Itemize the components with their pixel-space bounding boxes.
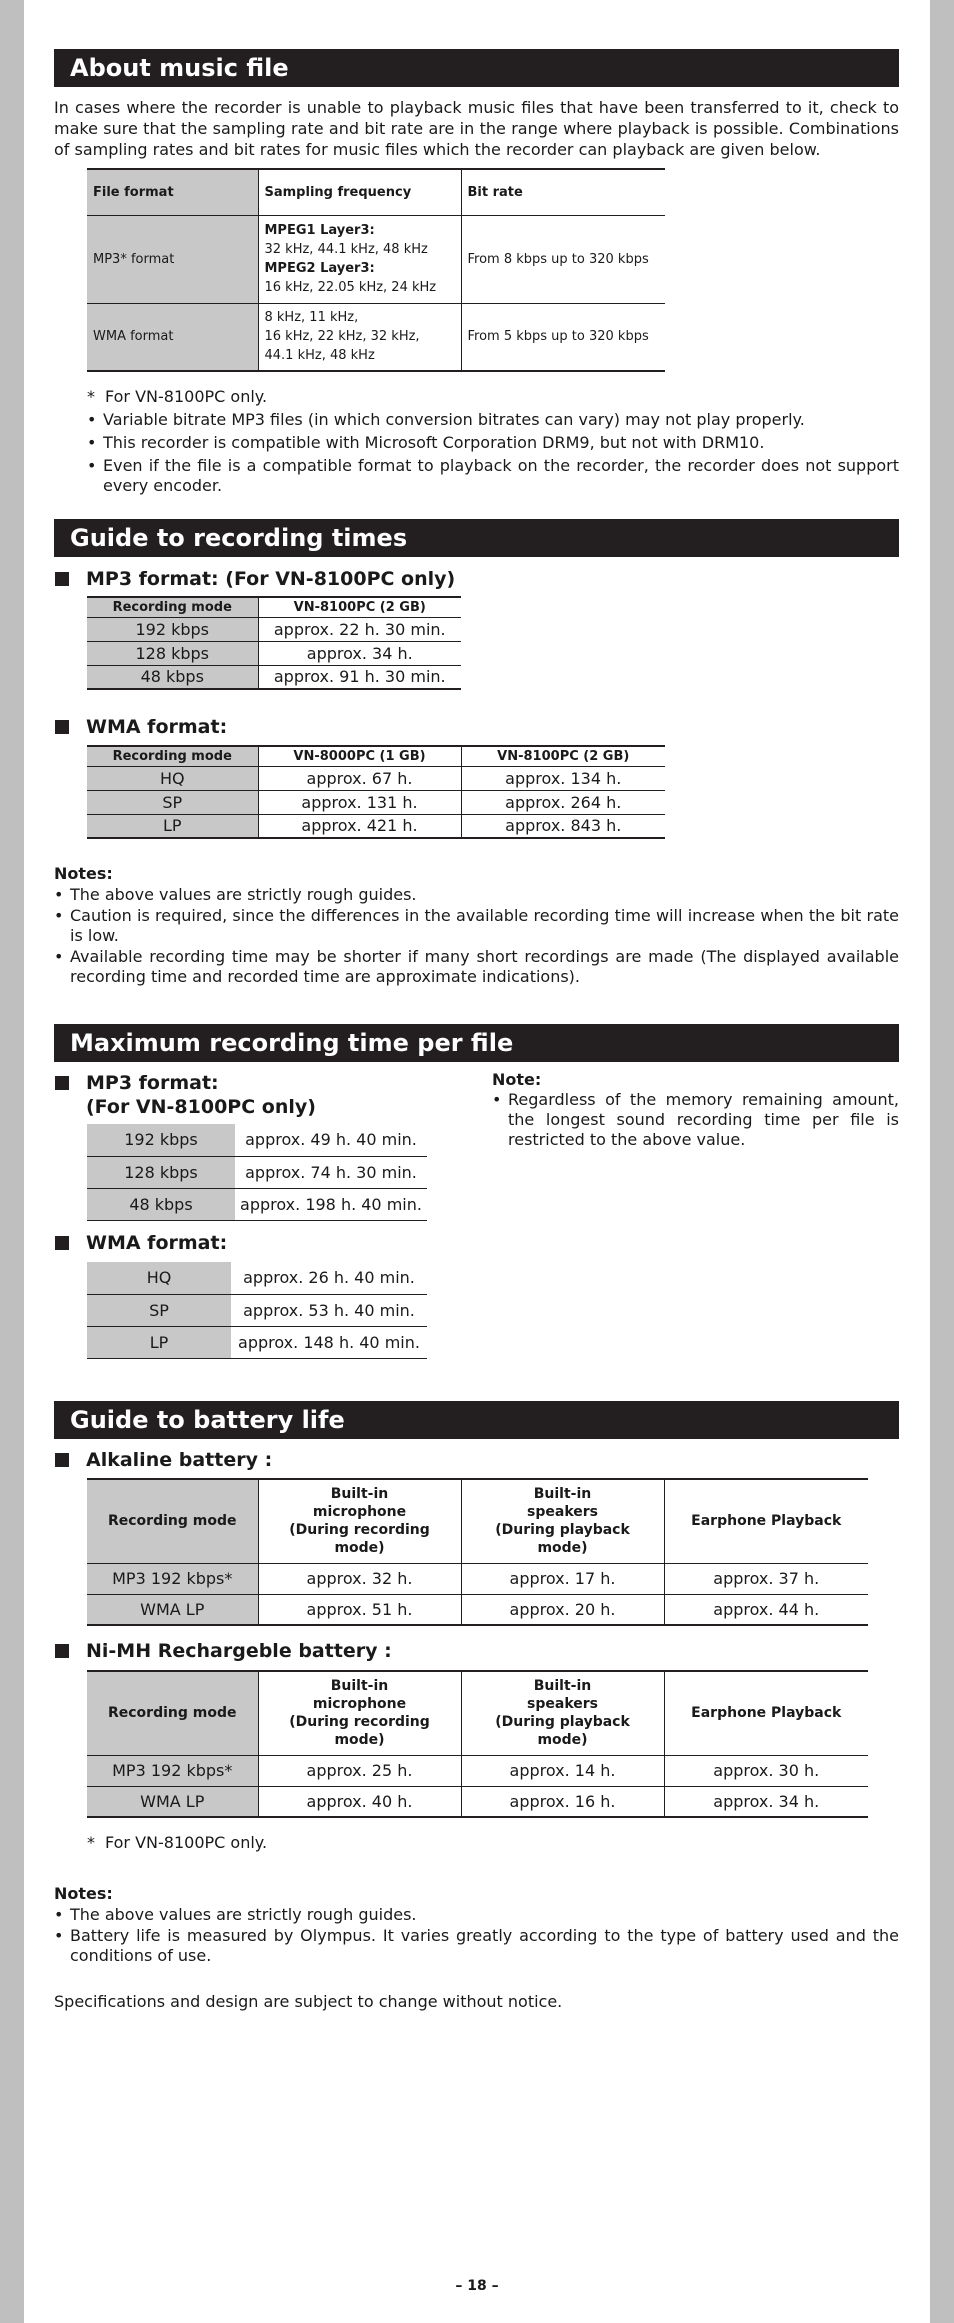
mode-cell: 192 kbps	[87, 617, 258, 641]
mode-cell: LP	[87, 1326, 231, 1358]
max-wma-table	[87, 1262, 427, 1359]
time-cell: approx. 32 h.	[258, 1563, 461, 1594]
time-cell: approx. 134 h.	[461, 766, 665, 790]
mode-cell: HQ	[87, 766, 258, 790]
alkaline-battery-table	[87, 1478, 868, 1626]
max-note	[492, 1070, 899, 1150]
table-row	[87, 1786, 868, 1817]
list-item: • Regardless of the memory remaining amount, the longest sound recording time per file is restricted to the above value.	[492, 1090, 899, 1150]
table-header-row	[87, 1479, 868, 1563]
time-cell: approx. 264 h.	[461, 790, 665, 814]
about-intro: In cases where the recorder is unable to playback music files that have been transferred to it, check to make sure that the sampling rate and bit rate are in the range where playback is possible. Combinations of sampling rates and bit rates for music files which the recorder can playback are given below.	[54, 98, 899, 159]
mp3-format-cell: MP3* format	[87, 215, 258, 303]
table-row	[87, 790, 665, 814]
time-cell: approx. 67 h.	[258, 766, 461, 790]
page-number: – 18 –	[455, 2278, 499, 2294]
table-row	[87, 1262, 427, 1294]
table-header-row	[87, 1671, 868, 1755]
mode-cell: 48 kbps	[87, 665, 258, 689]
time-cell: approx. 14 h.	[461, 1755, 664, 1786]
nimh-subheading: Ni-MH Rechargeble battery :	[86, 1640, 392, 1662]
wma-recording-table	[87, 745, 665, 839]
list-item: • Battery life is measured by Olympus. It varies greatly according to the type of battery used and the conditions of use.	[54, 1926, 899, 1966]
mode-cell: MP3 192 kbps*	[87, 1563, 258, 1594]
mpeg1-values: 32 kHz, 44.1 kHz, 48 kHz	[264, 242, 428, 257]
list-item: • This recorder is compatible with Microsoft Corporation DRM9, but not with DRM10.	[87, 433, 899, 453]
time-cell: approx. 34 h.	[664, 1786, 868, 1817]
table-row	[87, 1755, 868, 1786]
list-item: • The above values are strictly rough guides.	[54, 885, 899, 905]
mode-cell: 48 kbps	[87, 1188, 235, 1220]
recording-notes	[54, 864, 899, 987]
header-earphone: Earphone Playback	[664, 1671, 868, 1755]
mp3-recording-table	[87, 596, 461, 690]
notes-heading: Notes:	[54, 1884, 113, 1903]
header-vn8100: VN-8100PC (2 GB)	[461, 746, 665, 766]
notes-heading: Notes:	[54, 864, 113, 883]
wma-freq-line-3: 44.1 kHz, 48 kHz	[264, 348, 375, 364]
table-row	[87, 1563, 868, 1594]
header-earphone: Earphone Playback	[664, 1479, 868, 1563]
max-mp3-heading-line2: (For VN-8100PC only)	[86, 1096, 316, 1118]
table-row	[87, 641, 461, 665]
time-cell: approx. 16 h.	[461, 1786, 664, 1817]
footnote-mark: *	[87, 387, 95, 406]
recording-times-heading: Guide to recording times	[54, 519, 899, 557]
mpeg2-values: 16 kHz, 22.05 kHz, 24 kHz	[264, 280, 437, 295]
time-cell: approx. 49 h. 40 min.	[235, 1124, 427, 1156]
header-recording-mode: Recording mode	[87, 1479, 258, 1563]
mode-cell: WMA LP	[87, 1594, 258, 1625]
manual-page	[24, 0, 930, 2323]
time-cell: approx. 51 h.	[258, 1594, 461, 1625]
table-row	[87, 766, 665, 790]
table-row	[87, 1156, 427, 1188]
time-cell: approx. 20 h.	[461, 1594, 664, 1625]
footnote	[87, 386, 899, 407]
table-row	[87, 215, 665, 303]
table-row	[87, 303, 665, 371]
table-header-row	[87, 597, 461, 617]
header-vn8000: VN-8000PC (1 GB)	[258, 746, 461, 766]
time-cell: approx. 30 h.	[664, 1755, 868, 1786]
list-item: • Variable bitrate MP3 files (in which conversion bitrates can vary) may not play properly.	[87, 410, 899, 430]
nimh-battery-table	[87, 1670, 868, 1818]
mode-cell: SP	[87, 1294, 231, 1326]
footnote-text: For VN-8100PC only.	[105, 387, 268, 406]
wma-format-cell: WMA format	[87, 303, 258, 371]
max-recording-heading: Maximum recording time per file	[54, 1024, 899, 1062]
time-cell: approx. 34 h.	[258, 641, 461, 665]
mp3-sampling-cell	[258, 215, 461, 303]
mode-cell: 128 kbps	[87, 1156, 235, 1188]
header-sampling-frequency: Sampling frequency	[258, 169, 461, 215]
time-cell: approx. 421 h.	[258, 814, 461, 838]
wma-format-subheading: WMA format:	[86, 716, 228, 738]
table-row	[87, 814, 665, 838]
table-row	[87, 1326, 427, 1358]
about-notes	[87, 386, 899, 496]
alkaline-subheading: Alkaline battery :	[86, 1449, 273, 1471]
header-vn8100: VN-8100PC (2 GB)	[258, 597, 461, 617]
header-speakers: Built-in speakers (During playback mode)	[461, 1479, 664, 1563]
time-cell: approx. 22 h. 30 min.	[258, 617, 461, 641]
table-header-row	[87, 746, 665, 766]
mode-cell: LP	[87, 814, 258, 838]
header-recording-mode: Recording mode	[87, 746, 258, 766]
time-cell: approx. 25 h.	[258, 1755, 461, 1786]
max-wma-subheading: WMA format:	[86, 1232, 228, 1254]
time-cell: approx. 198 h. 40 min.	[235, 1188, 427, 1220]
time-cell: approx. 17 h.	[461, 1563, 664, 1594]
mode-cell: 192 kbps	[87, 1124, 235, 1156]
wma-freq-line-1: 8 kHz, 11 kHz,	[264, 310, 359, 326]
note-heading: Note:	[492, 1070, 542, 1089]
header-microphone: Built-in microphone (During recording mode)	[258, 1479, 461, 1563]
wma-freq-line-2: 16 kHz, 22 kHz, 32 kHz,	[264, 329, 420, 345]
time-cell: approx. 44 h.	[664, 1594, 868, 1625]
time-cell: approx. 26 h. 40 min.	[231, 1262, 427, 1294]
mp3-format-subheading: MP3 format: (For VN-8100PC only)	[86, 568, 456, 590]
time-cell: approx. 148 h. 40 min.	[231, 1326, 427, 1358]
mode-cell: SP	[87, 790, 258, 814]
table-row	[87, 1124, 427, 1156]
list-item: • Even if the file is a compatible format to playback on the recorder, the recorder does not support every encoder.	[87, 456, 899, 496]
time-cell: approx. 131 h.	[258, 790, 461, 814]
spec-notice: Specifications and design are subject to change without notice.	[54, 1992, 563, 2011]
footnote-text: For VN-8100PC only.	[105, 1833, 268, 1852]
about-music-file-heading: About music file	[54, 49, 899, 87]
header-file-format: File format	[87, 169, 258, 215]
mode-cell: WMA LP	[87, 1786, 258, 1817]
table-row	[87, 1188, 427, 1220]
table-row	[87, 665, 461, 689]
wma-bitrate-cell: From 5 kbps up to 320 kbps	[461, 303, 665, 371]
table-header-row	[87, 169, 665, 215]
time-cell: approx. 843 h.	[461, 814, 665, 838]
table-row	[87, 1294, 427, 1326]
time-cell: approx. 74 h. 30 min.	[235, 1156, 427, 1188]
list-item: • Caution is required, since the differences in the available recording time will increase when the bit rate is low.	[54, 906, 899, 946]
header-recording-mode: Recording mode	[87, 1671, 258, 1755]
mode-cell: HQ	[87, 1262, 231, 1294]
battery-life-heading: Guide to battery life	[54, 1401, 899, 1439]
time-cell: approx. 53 h. 40 min.	[231, 1294, 427, 1326]
battery-footnote	[87, 1832, 954, 1853]
header-microphone: Built-in microphone (During recording mode)	[258, 1671, 461, 1755]
max-mp3-subheading	[86, 1071, 316, 1119]
table-row	[87, 1594, 868, 1625]
header-bit-rate: Bit rate	[461, 169, 665, 215]
header-speakers: Built-in speakers (During playback mode)	[461, 1671, 664, 1755]
mp3-bitrate-cell: From 8 kbps up to 320 kbps	[461, 215, 665, 303]
time-cell: approx. 37 h.	[664, 1563, 868, 1594]
mode-cell: MP3 192 kbps*	[87, 1755, 258, 1786]
battery-notes	[54, 1884, 899, 1966]
time-cell: approx. 40 h.	[258, 1786, 461, 1817]
footnote-mark: *	[87, 1833, 95, 1852]
mpeg2-label: MPEG2 Layer3:	[264, 261, 375, 276]
wma-sampling-cell	[258, 303, 461, 371]
max-mp3-table	[87, 1124, 427, 1221]
max-mp3-heading-line1: MP3 format:	[86, 1072, 219, 1094]
mpeg1-label: MPEG1 Layer3:	[264, 223, 375, 238]
header-recording-mode: Recording mode	[87, 597, 258, 617]
time-cell: approx. 91 h. 30 min.	[258, 665, 461, 689]
music-format-table	[87, 168, 665, 372]
mode-cell: 128 kbps	[87, 641, 258, 665]
list-item: • The above values are strictly rough guides.	[54, 1905, 899, 1925]
list-item: • Available recording time may be shorter if many short recordings are made (The displayed available recording time and recorded time are approximate indications).	[54, 947, 899, 987]
table-row	[87, 617, 461, 641]
